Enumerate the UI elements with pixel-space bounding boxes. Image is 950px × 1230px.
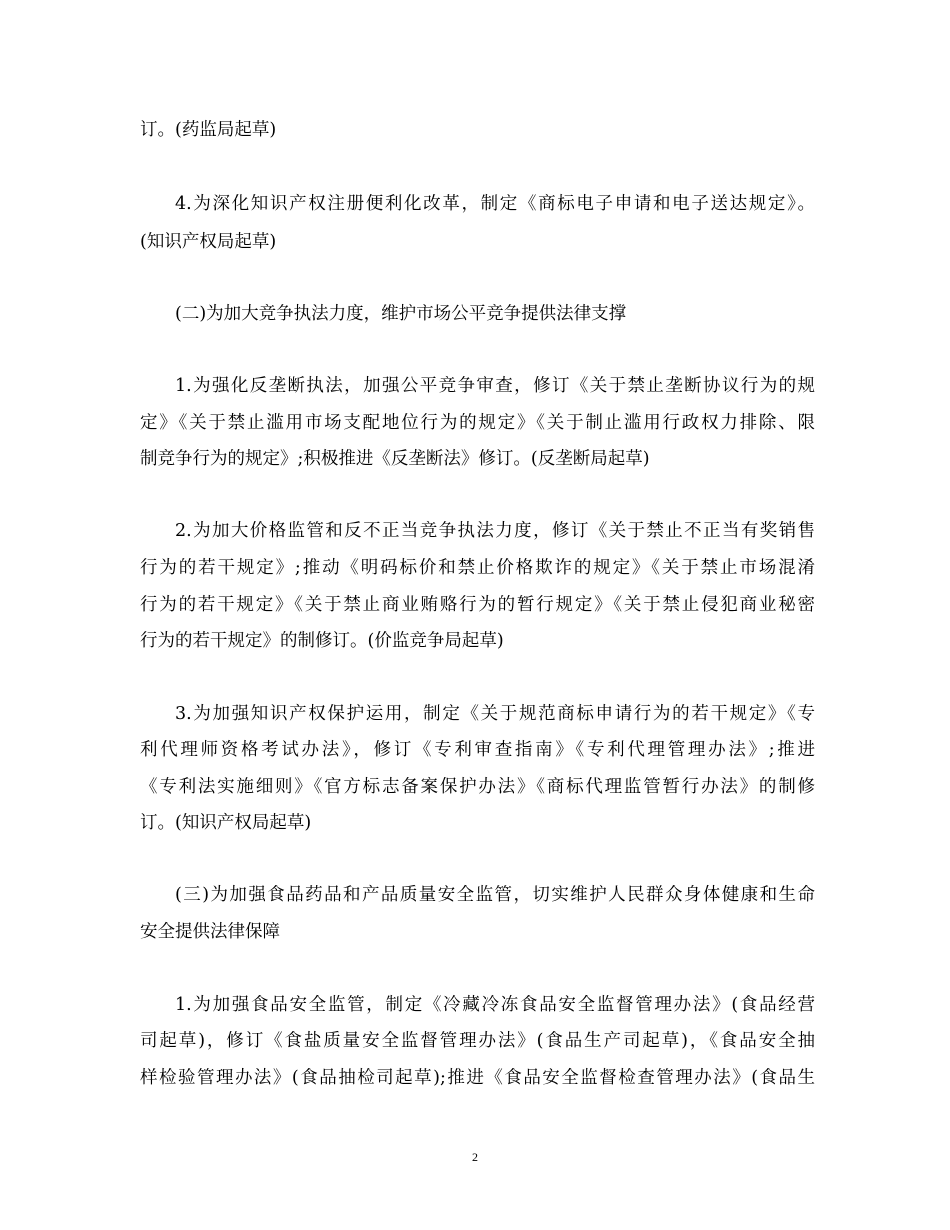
text-line: 司起草)，修订《食盐质量安全监督管理办法》(食品生产司起草)，《食品安全抽 bbox=[140, 1031, 815, 1051]
text-line: 样检验管理办法》(食品抽检司起草);推进《食品安全监督检查管理办法》(食品生 bbox=[140, 1068, 815, 1088]
text-line: 行为的若干规定》的制修订。(价监竞争局起草) bbox=[140, 631, 504, 651]
text-line: 《专利法实施细则》《官方标志备案保护办法》《商标代理监管暂行办法》的制修 bbox=[140, 777, 815, 797]
text-line: 1.为强化反垄断执法，加强公平竞争审查，修订《关于禁止垄断协议行为的规 bbox=[175, 376, 815, 396]
text-line: 定》《关于禁止滥用市场支配地位行为的规定》《关于制止滥用行政权力排除、限 bbox=[140, 413, 815, 433]
text-line: 制竞争行为的规定》;积极推进《反垄断法》修订。(反垄断局起草) bbox=[140, 449, 650, 469]
text-line: 4.为深化知识产权注册便利化改革，制定《商标电子申请和电子送达规定》。 bbox=[175, 194, 815, 214]
text-line: 3.为加强知识产权保护运用，制定《关于规范商标申请行为的若干规定》《专 bbox=[175, 704, 815, 724]
section-heading: (三)为加强食品药品和产品质量安全监管，切实维护人民群众身体健康和生命 bbox=[175, 885, 815, 905]
text-line: 订。(知识产权局起草) bbox=[140, 813, 312, 833]
page-number: 2 bbox=[472, 1150, 478, 1164]
text-line: 2.为加大价格监管和反不正当竞争执法力度，修订《关于禁止不正当有奖销售 bbox=[175, 521, 815, 541]
section-heading: (二)为加大竞争执法力度，维护市场公平竞争提供法律支撑 bbox=[175, 304, 627, 324]
text-line: 行为的若干规定》;推动《明码标价和禁止价格欺诈的规定》《关于禁止市场混淆 bbox=[140, 558, 815, 578]
text-line: (知识产权局起草) bbox=[140, 232, 277, 252]
text-line: 利代理师资格考试办法》，修订《专利审查指南》《专利代理管理办法》;推进 bbox=[140, 740, 815, 760]
text-line: 行为的若干规定》《关于禁止商业贿赂行为的暂行规定》《关于禁止侵犯商业秘密 bbox=[140, 595, 815, 615]
section-heading: 安全提供法律保障 bbox=[140, 922, 280, 942]
text-line: 订。(药监局起草) bbox=[140, 120, 277, 140]
text-line: 1.为加强食品安全监管，制定《冷藏冷冻食品安全监督管理办法》(食品经营 bbox=[175, 995, 815, 1015]
